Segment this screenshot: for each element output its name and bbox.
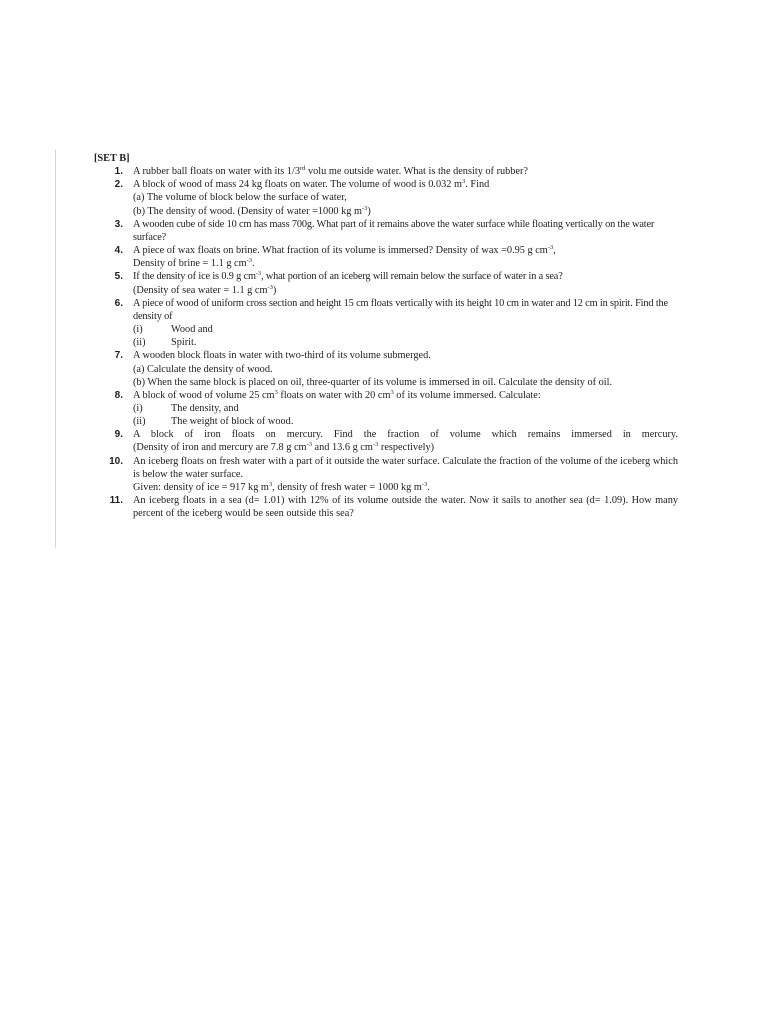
question-number: 2. bbox=[114, 179, 123, 191]
superscript: -3 bbox=[421, 480, 428, 488]
list-item bbox=[133, 323, 678, 336]
question-text: A rubber ball floats on water with its 1/3 bbox=[133, 166, 301, 178]
page-margin-rule bbox=[55, 150, 56, 548]
question-text: An iceberg floats in a sea (d= 1.01) with 12% of its volume outside the water. Now it sails to another sea (d= 1.09). How many percent of the iceberg would be seen outside this sea? bbox=[133, 495, 678, 520]
question-number: 6. bbox=[114, 297, 123, 309]
question-text: , what portion of an iceberg will remain below the surface of water in a sea? bbox=[261, 271, 563, 283]
question-text: (Density of sea water = 1.1 g cm bbox=[133, 284, 268, 296]
question-text: (Density of iron and mercury are 7.8 g cm bbox=[133, 442, 307, 454]
superscript: 3 bbox=[462, 178, 466, 186]
sub-question-a: (a) Calculate the density of wood. bbox=[133, 363, 273, 375]
question-text: . Find bbox=[465, 179, 490, 191]
roman-numeral: (i) bbox=[133, 324, 143, 336]
question-5 bbox=[93, 270, 678, 296]
question-text: A block of iron floats on mercury. Find the fraction of volume which remains immersed in mercury. bbox=[133, 429, 678, 441]
question-text: . bbox=[427, 481, 430, 493]
question-text: Density of brine = 1.1 g cm bbox=[133, 258, 247, 270]
question-11 bbox=[93, 494, 678, 520]
question-set bbox=[93, 152, 678, 520]
question-4 bbox=[93, 244, 678, 270]
question-text: and 13.6 g cm bbox=[311, 442, 373, 454]
question-10 bbox=[93, 455, 678, 494]
question-text: A block of wood of mass 24 kg floats on water. The volume of wood is 0.032 m bbox=[133, 179, 462, 191]
question-text: An iceberg floats on fresh water with a part of it outside the water surface. Calculate the fraction of the volume of the iceberg which is below the water surface. bbox=[133, 455, 678, 480]
superscript: -3 bbox=[306, 441, 312, 449]
superscript: 3 bbox=[274, 388, 278, 396]
question-8 bbox=[93, 389, 678, 428]
item-text: Spirit. bbox=[171, 337, 197, 349]
question-text: , bbox=[553, 245, 556, 257]
superscript: -3 bbox=[267, 283, 273, 291]
question-text: . bbox=[252, 258, 255, 270]
question-text: A wooden block floats in water with two-third of its volume submerged. bbox=[133, 350, 431, 362]
question-number: 11. bbox=[109, 495, 123, 507]
question-number: 5. bbox=[114, 271, 123, 283]
item-text: Wood and bbox=[171, 324, 213, 336]
question-number: 3. bbox=[114, 218, 123, 230]
list-item bbox=[133, 336, 678, 349]
sub-question-b bbox=[133, 376, 678, 389]
question-7 bbox=[93, 349, 678, 388]
superscript: -3 bbox=[361, 204, 368, 212]
question-9 bbox=[93, 428, 678, 454]
roman-numeral: (i) bbox=[133, 402, 143, 414]
sub-question-a: (a) The volume of block below the surface of water, bbox=[133, 192, 347, 204]
question-text: A piece of wood of uniform cross section and height 15 cm floats vertically with its height 10 cm in water and 12 cm in spirit. Find the density of bbox=[133, 297, 668, 322]
question-text: A piece of wax floats on brine. What fraction of its volume is immersed? Density of wax =0.95 g cm bbox=[133, 245, 548, 257]
question-number: 1. bbox=[114, 166, 123, 178]
question-text: volu me outside water. What is the density of rubber? bbox=[305, 166, 529, 178]
question-3 bbox=[93, 218, 678, 244]
question-number: 7. bbox=[114, 350, 123, 362]
list-item bbox=[133, 415, 678, 428]
question-text: If the density of ice is 0.9 g cm bbox=[133, 271, 256, 283]
set-title: [SET B] bbox=[94, 153, 130, 164]
question-6 bbox=[93, 297, 678, 350]
question-text: of its volume immersed. Calculate: bbox=[393, 389, 541, 401]
question-number: 9. bbox=[114, 429, 123, 441]
question-2 bbox=[93, 178, 678, 217]
question-text: A block of wood of volume 25 cm bbox=[133, 389, 275, 401]
item-text: The density, and bbox=[171, 402, 239, 414]
roman-numeral: (ii) bbox=[133, 337, 146, 349]
superscript: -3 bbox=[246, 257, 253, 265]
sub-question-b: (b) The density of wood. (Density of water =1000 kg m bbox=[133, 205, 362, 217]
sub-question-b-text: (b) When the same block is placed on oil, three-quarter of its volume is immersed in oil. Calculate the density of oil. bbox=[133, 376, 613, 388]
superscript: -3 bbox=[372, 441, 379, 449]
superscript: 3 bbox=[390, 388, 394, 396]
question-number: 8. bbox=[114, 389, 123, 401]
roman-numeral: (ii) bbox=[133, 416, 146, 428]
question-text: respectively) bbox=[378, 442, 435, 454]
superscript: 3 bbox=[268, 480, 273, 488]
question-number: 10. bbox=[109, 455, 123, 467]
sub-question-b-end: ) bbox=[367, 205, 371, 217]
list-item bbox=[133, 402, 678, 415]
item-text: The weight of block of wood. bbox=[171, 416, 294, 428]
question-1 bbox=[93, 165, 678, 178]
superscript: rd bbox=[300, 165, 306, 173]
question-number: 4. bbox=[114, 245, 123, 257]
question-text: ) bbox=[272, 284, 277, 296]
question-text: , density of fresh water = 1000 kg m bbox=[272, 481, 422, 493]
superscript: -3 bbox=[255, 270, 261, 278]
superscript: -3 bbox=[547, 244, 554, 252]
question-text: Given: density of ice = 917 kg m bbox=[133, 481, 269, 493]
question-text: A wooden cube of side 10 cm has mass 700g. What part of it remains above the water surface while floating vertically on the water surface? bbox=[133, 218, 655, 243]
question-text: floats on water with 20 cm bbox=[277, 389, 391, 401]
